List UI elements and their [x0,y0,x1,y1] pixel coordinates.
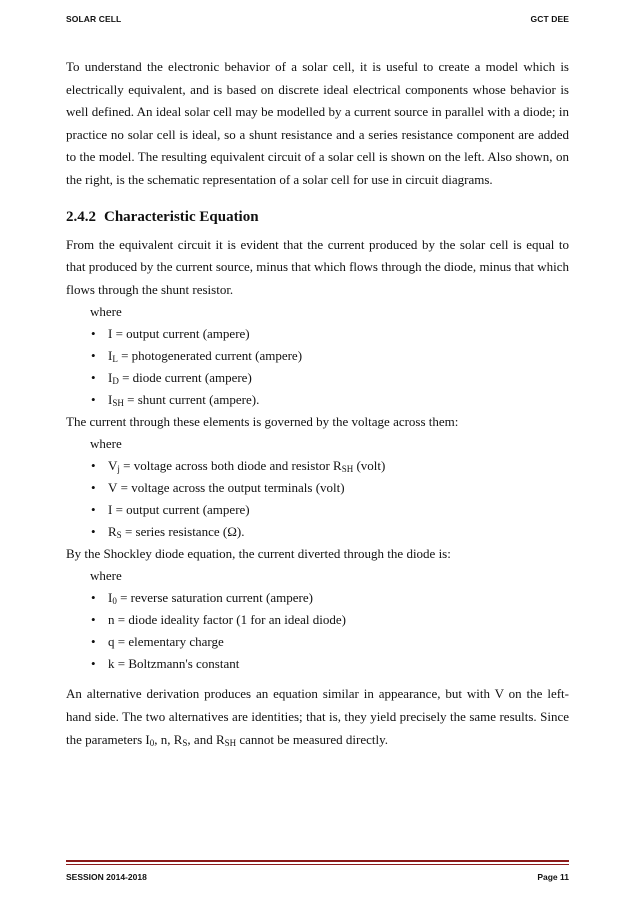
bullet-icon: • [91,392,96,408]
list-item: • $I_0$ = reverse saturation current (ampere) [66,587,569,609]
list-item: • q = elementary charge [66,631,569,653]
paragraph-shockley: By the Shockley diode equation, the current diverted through the diode is: [66,546,451,562]
list-item: • I = output current (ampere) [66,323,569,345]
header-right: GCT DEE [530,14,569,24]
where-label-2: where [90,436,122,452]
page-header [66,14,569,24]
where-label-3: where [90,568,122,584]
where-label-1: where [90,304,122,320]
paragraph-circuit: From the equivalent circuit it is evident that the current produced by the solar cell is equal to that produced by the current source, minus that which flows through the diode, minus that which flows through the shunt resistor. [66,236,569,297]
list-item: • $I_D$ = diode current (ampere) [66,367,569,389]
bullet-icon: • [91,656,96,672]
section-heading [66,208,569,226]
intro-paragraph: To understand the electronic behavior of a solar cell, it is useful to create a model which is electrically equivalent, and is based on discrete ideal electrical components whose behavior is well defined. An ideal solar cell may be modelled by a current source in parallel with a diode; in practice no solar cell is ideal, so a shunt resistance and a series resistance component are added to the model. The resulting equivalent circuit of a solar cell is shown on the left. Also shown, on the right, is the schematic representation of a solar cell for use in circuit diagrams. [66,59,569,187]
bullet-icon: • [91,348,96,364]
bullet-icon: • [91,590,96,606]
footer-divider-thin [66,864,569,865]
bullet-icon: • [91,502,96,518]
page-footer [66,872,569,882]
list-item: • $R_S$ = series resistance (Ω). [66,521,569,543]
list-item: • I = output current (ampere) [66,499,569,521]
page-number: Page 11 [537,872,569,882]
section-number: 2.4.2 [66,208,96,225]
bullet-icon: • [91,480,96,496]
list-item: • n = diode ideality factor (1 for an ideal diode) [66,609,569,631]
variable-list-1 [66,323,569,411]
variable-list-2 [66,455,569,543]
variable-list-3 [66,587,569,675]
page-content [66,56,569,751]
header-left: SOLAR CELL [66,14,122,24]
list-item: • k = Boltzmann's constant [66,653,569,675]
bullet-icon: • [91,634,96,650]
list-item: • $I_L$ = photogenerated current (ampere) [66,345,569,367]
paragraph-alternative: An alternative derivation produces an equation similar in appearance, but with V on the left-hand side. The two alternatives are identities; that is, they yield precisely the same results. Since the parameters $I_0$, n, $R_S$, and $R_{SH}$ cannot be measured directly. [66,686,569,748]
bullet-icon: • [91,326,96,342]
bullet-icon: • [91,612,96,628]
bullet-icon: • [91,524,96,540]
footer-divider-thick [66,860,569,862]
list-item: • $V_j$ = voltage across both diode and resistor $R_{SH}$ (volt) [66,455,569,477]
bullet-icon: • [91,370,96,386]
paragraph-voltage: The current through these elements is governed by the voltage across them: [66,414,459,430]
section-title: Characteristic Equation [104,208,259,225]
footer-session: SESSION 2014-2018 [66,872,147,882]
bullet-icon: • [91,458,96,474]
list-item: • V = voltage across the output terminals (volt) [66,477,569,499]
list-item: • $I_{SH}$ = shunt current (ampere). [66,389,569,411]
